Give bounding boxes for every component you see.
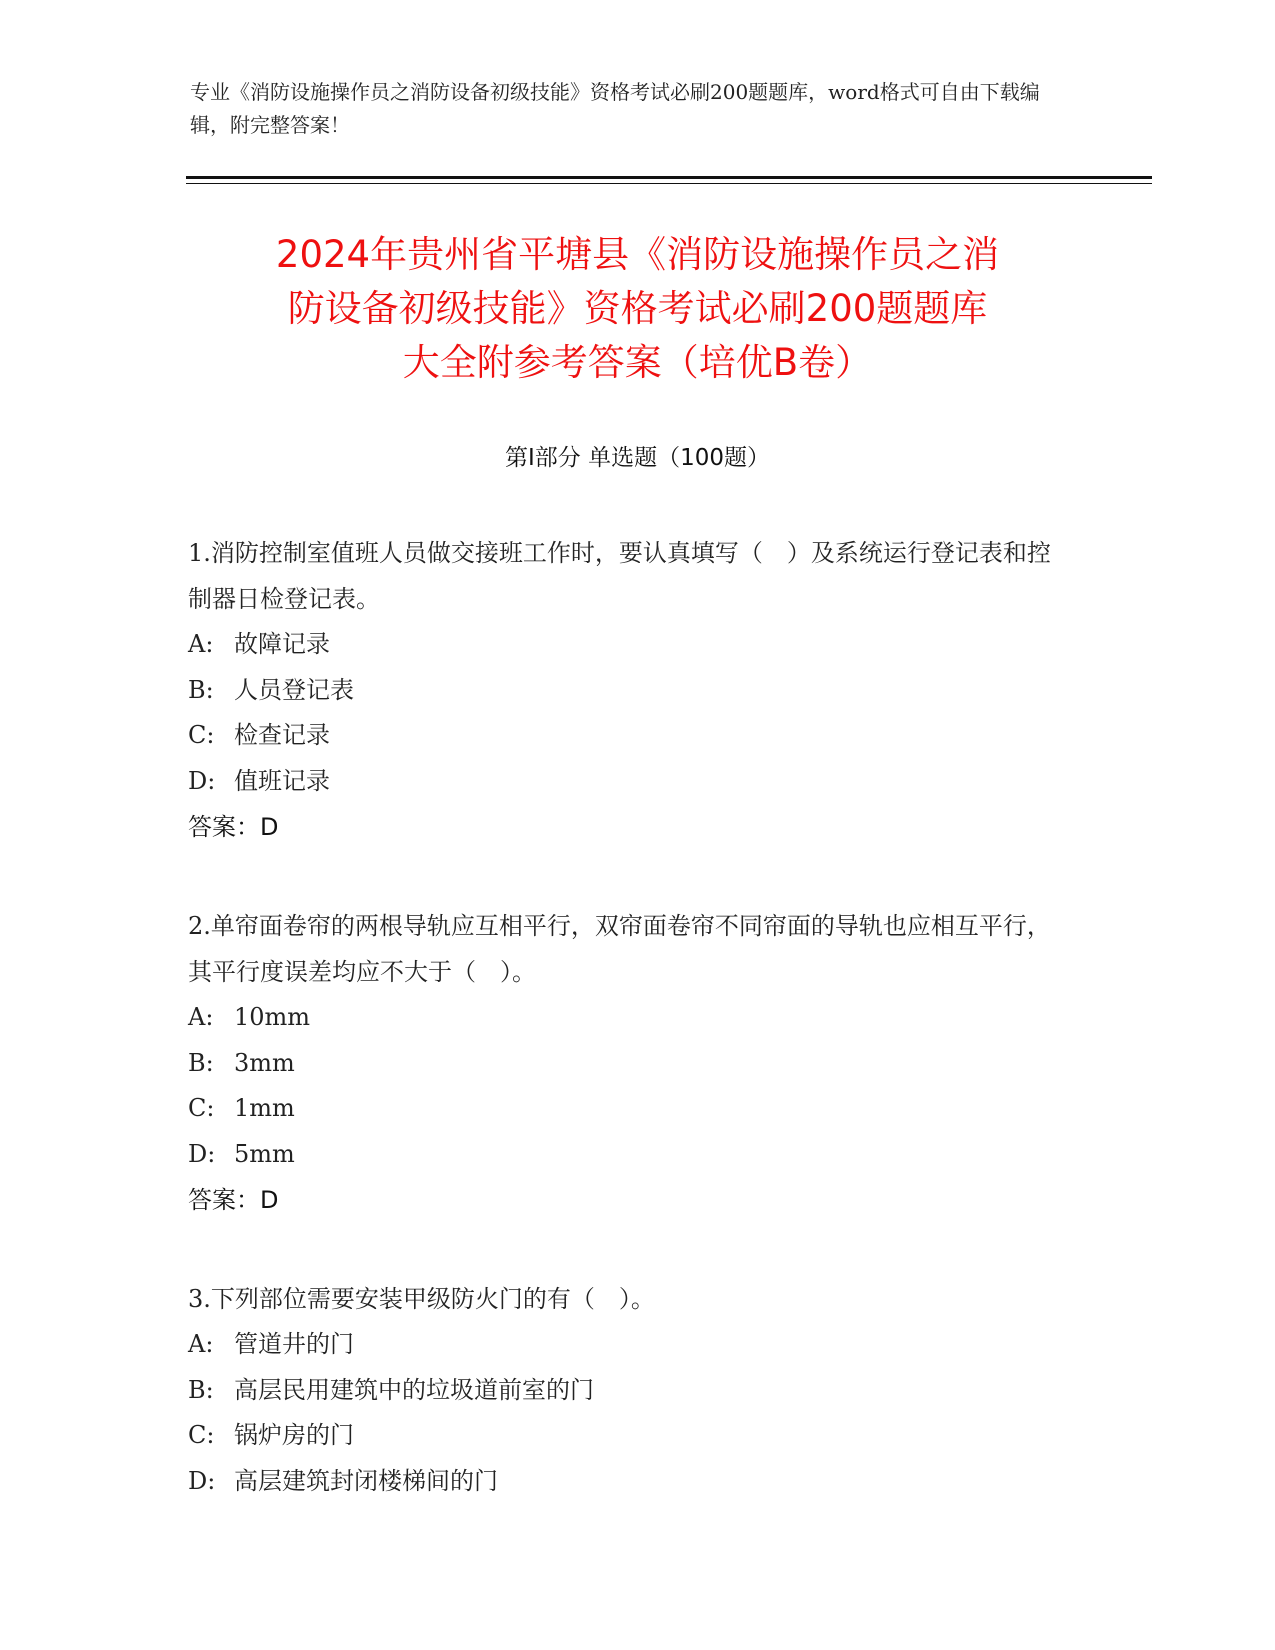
answer-line [188, 804, 1068, 850]
header-divider-thin [186, 183, 1152, 184]
option-text: 高层民用建筑中的垃圾道前室的门 [234, 1375, 594, 1404]
option-letter: B: [188, 1048, 214, 1077]
option-text: 3mm [234, 1048, 295, 1077]
question-3 [188, 1276, 1068, 1504]
answer-value: D [260, 1186, 279, 1214]
option-d [188, 1132, 1068, 1178]
option-letter: A: [188, 1330, 214, 1358]
option-d [188, 1459, 1068, 1505]
option-c [188, 713, 1068, 759]
option-text: 故障记录 [234, 630, 330, 658]
option-letter: C: [188, 1421, 215, 1449]
option-letter: B: [188, 675, 214, 704]
question-2 [188, 903, 1068, 1223]
option-text: 检查记录 [234, 721, 330, 749]
question-1 [188, 530, 1068, 850]
answer-line [188, 1177, 1068, 1223]
option-a [188, 995, 1068, 1041]
option-a [188, 622, 1068, 668]
question-spacer [188, 850, 1068, 903]
title-line: 防设备初级技能》资格考试必刷200题题库 [287, 287, 988, 330]
answer-label: 答案： [188, 1186, 260, 1214]
document-header-note: 专业《消防设施操作员之消防设备初级技能》资格考试必刷200题题库，word格式可自由下载编辑，附完整答案！ [190, 80, 1040, 137]
option-b [188, 668, 1068, 714]
option-letter: D: [188, 1139, 216, 1168]
title-line: 大全附参考答案（培优B卷） [402, 341, 873, 384]
option-b [188, 1368, 1068, 1414]
option-text: 值班记录 [234, 766, 330, 795]
option-text: 高层建筑封闭楼梯间的门 [234, 1466, 498, 1495]
option-a [188, 1322, 1068, 1368]
answer-value: D [260, 813, 279, 841]
option-text: 1mm [234, 1094, 295, 1122]
option-letter: C: [188, 721, 215, 749]
title-line: 2024年贵州省平塘县《消防设施操作员之消 [275, 233, 1000, 276]
option-letter: A: [188, 1003, 214, 1031]
question-stem: 1.消防控制室值班人员做交接班工作时，要认真填写（ ）及系统运行登记表和控制器日检登记表。 [188, 539, 1051, 613]
option-text: 管道井的门 [234, 1330, 354, 1358]
section-title: 第Ⅰ部分 单选题（100题） [505, 445, 770, 471]
document-title [160, 228, 1115, 390]
option-d [188, 759, 1068, 805]
option-text: 人员登记表 [234, 675, 354, 704]
question-spacer [188, 1223, 1068, 1276]
option-text: 锅炉房的门 [234, 1421, 354, 1449]
option-text: 5mm [234, 1139, 295, 1168]
option-letter: D: [188, 766, 216, 795]
option-c [188, 1413, 1068, 1459]
question-list [188, 530, 1068, 1504]
option-letter: D: [188, 1466, 216, 1495]
header-divider-thick [186, 176, 1152, 179]
question-stem: 3.下列部位需要安装甲级防火门的有（ ）。 [188, 1285, 655, 1313]
answer-label: 答案： [188, 813, 260, 841]
option-letter: A: [188, 630, 214, 658]
question-stem: 2.单帘面卷帘的两根导轨应互相平行，双帘面卷帘不同帘面的导轨也应相互平行，其平行度误差均应不大于（ ）。 [188, 912, 1051, 986]
option-b [188, 1041, 1068, 1087]
option-text: 10mm [234, 1003, 311, 1031]
option-c [188, 1086, 1068, 1132]
option-letter: C: [188, 1094, 215, 1122]
option-letter: B: [188, 1375, 214, 1404]
